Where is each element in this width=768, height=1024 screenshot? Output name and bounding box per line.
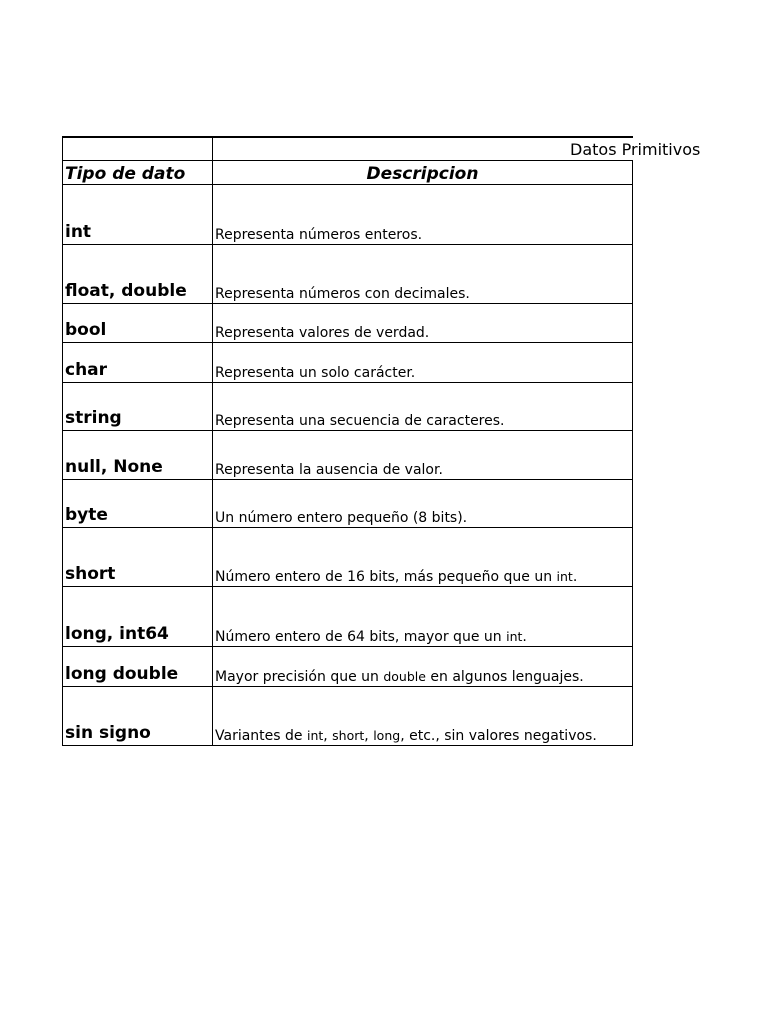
type-name: long, int64 <box>65 624 169 644</box>
type-name: bool <box>65 320 107 340</box>
table-row <box>62 528 633 587</box>
type-cell <box>62 587 213 646</box>
description-cell <box>213 647 633 686</box>
description-text: , etc., sin valores negativos. <box>400 728 597 744</box>
description-cell <box>213 587 633 646</box>
type-description <box>215 629 527 645</box>
description-text: , <box>364 728 374 744</box>
type-cell <box>62 343 213 382</box>
type-cell <box>62 431 213 479</box>
type-description <box>215 365 415 381</box>
description-cell <box>213 245 633 303</box>
title-row-empty-cell <box>62 137 213 160</box>
description-text: Representa un solo carácter. <box>215 365 416 381</box>
type-name: int <box>65 222 92 242</box>
code-term: int <box>306 728 324 743</box>
description-text: , <box>323 728 333 744</box>
type-name: float, double <box>65 281 187 301</box>
description-cell <box>213 343 633 382</box>
description-text: Mayor precisión que un <box>215 669 384 685</box>
type-cell <box>62 480 213 527</box>
type-name: long double <box>65 664 179 684</box>
table-row <box>62 587 633 647</box>
title-cell <box>213 137 701 160</box>
type-name: char <box>65 360 108 380</box>
description-text: Representa una secuencia de caracteres. <box>215 413 505 429</box>
type-description <box>215 669 584 685</box>
table-row <box>62 431 633 480</box>
type-description <box>215 510 467 526</box>
description-cell <box>213 687 633 745</box>
description-cell <box>213 528 633 586</box>
header-row <box>62 161 633 185</box>
table-row <box>62 245 633 304</box>
type-cell <box>62 383 213 430</box>
description-cell <box>213 304 633 342</box>
table-row <box>62 185 633 245</box>
type-description <box>215 413 504 429</box>
description-text: Variantes de <box>215 728 307 744</box>
table-row <box>62 383 633 431</box>
table-row <box>62 647 633 687</box>
type-description <box>215 569 577 585</box>
header-type: Tipo de dato <box>65 164 186 184</box>
type-description <box>215 462 443 478</box>
code-term: int <box>556 569 573 584</box>
description-text: en algunos lenguajes. <box>425 669 584 685</box>
type-cell <box>62 245 213 303</box>
description-text: Número entero de 16 bits, más pequeño que un <box>215 569 557 585</box>
code-term: int <box>506 629 523 644</box>
type-cell <box>62 185 213 244</box>
table-row <box>62 687 633 746</box>
type-name: null, None <box>65 457 163 477</box>
type-cell <box>62 647 213 686</box>
type-cell <box>62 304 213 342</box>
header-type-cell <box>62 161 213 184</box>
description-cell <box>213 431 633 479</box>
type-name: sin signo <box>65 723 151 743</box>
type-cell <box>62 687 213 745</box>
description-text: Representa la ausencia de valor. <box>215 462 443 478</box>
title-row <box>62 137 701 161</box>
data-types-table <box>62 136 701 746</box>
description-text: . <box>522 629 527 645</box>
code-term: long <box>373 728 401 743</box>
type-description <box>215 325 429 341</box>
type-cell <box>62 528 213 586</box>
description-text: . <box>572 569 578 585</box>
description-text: Representa valores de verdad. <box>215 325 430 341</box>
description-text: Representa números enteros. <box>215 227 423 243</box>
type-description <box>215 227 422 243</box>
description-text: Representa números con decimales. <box>215 286 470 302</box>
type-description <box>215 728 597 744</box>
type-name: byte <box>65 505 108 525</box>
description-text: Un número entero pequeño (8 bits). <box>215 510 468 526</box>
table-title: Datos Primitivos <box>570 140 701 159</box>
description-cell <box>213 383 633 430</box>
type-description <box>215 286 470 302</box>
description-cell <box>213 185 633 244</box>
table-row <box>62 480 633 528</box>
description-cell <box>213 480 633 527</box>
code-term: double <box>383 669 426 684</box>
description-text: Número entero de 64 bits, mayor que un <box>215 629 507 645</box>
header-description-cell <box>213 161 633 184</box>
table-row <box>62 304 633 343</box>
code-term: short <box>332 728 365 743</box>
table-row <box>62 343 633 383</box>
header-description: Descripcion <box>366 164 479 184</box>
type-name: string <box>65 408 122 428</box>
type-name: short <box>65 564 116 584</box>
